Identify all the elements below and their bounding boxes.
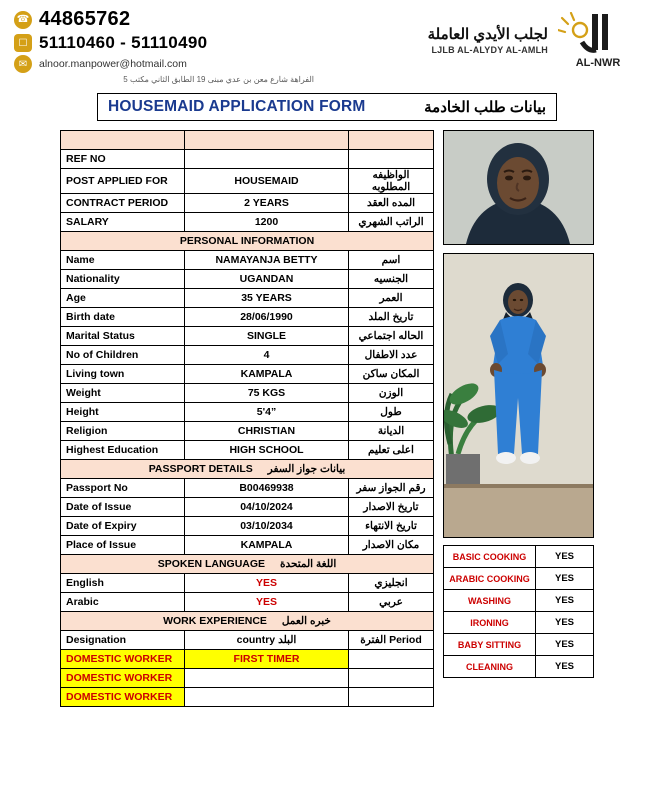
form-table (60, 130, 434, 707)
post-applied-value: HOUSEMAID (185, 169, 349, 194)
name-label: Name (61, 251, 185, 270)
height-arabic: طول (349, 403, 434, 422)
skill-name-ironing: IRONING (444, 612, 536, 634)
issue-date-value: 04/10/2024 (185, 498, 349, 517)
skill-row (444, 634, 594, 656)
ref-no-value (185, 150, 349, 169)
religion-value: CHRISTIAN (185, 422, 349, 441)
language-section-title-en: SPOKEN LANGUAGE (157, 558, 266, 570)
contract-period-value: 2 YEARS (185, 194, 349, 213)
page-header (0, 0, 650, 86)
table-row (61, 536, 434, 555)
nationality-label: Nationality (61, 270, 185, 289)
contract-period-arabic: المده العقد (349, 194, 434, 213)
experience-designation-3: DOMESTIC WORKER (61, 688, 185, 707)
passport-no-label: Passport No (61, 479, 185, 498)
expiry-date-label: Date of Expiry (61, 517, 185, 536)
place-issue-value: KAMPALA (185, 536, 349, 555)
table-row (61, 669, 434, 688)
contact-email-row (14, 55, 314, 73)
form-title-arabic: بيانات طلب الخادمة (424, 99, 546, 116)
weight-value: 75 KGS (185, 384, 349, 403)
children-label: No of Children (61, 346, 185, 365)
experience-country-3 (185, 688, 349, 707)
skill-row (444, 568, 594, 590)
contact-mobile-row (14, 33, 314, 53)
arabic-arabic: عربي (349, 593, 434, 612)
issue-date-label: Date of Issue (61, 498, 185, 517)
weight-label: Weight (61, 384, 185, 403)
post-applied-label: POST APPLIED FOR (61, 169, 185, 194)
contact-phone-row (14, 8, 314, 31)
place-issue-arabic: مكان الاصدار (349, 536, 434, 555)
table-row (61, 308, 434, 327)
table-row (61, 346, 434, 365)
skill-value-ironing: YES (536, 612, 594, 634)
children-arabic: عدد الاطفال (349, 346, 434, 365)
table-row (61, 650, 434, 669)
table-row (61, 479, 434, 498)
table-row (61, 289, 434, 308)
nationality-arabic: الجنسيه (349, 270, 434, 289)
birth-date-value: 28/06/1990 (185, 308, 349, 327)
country-header: country البلد (185, 631, 349, 650)
table-row (61, 251, 434, 270)
table-spacer-row (61, 131, 434, 150)
arabic-value: YES (185, 593, 349, 612)
logo-mark-icon (558, 12, 636, 70)
place-issue-label: Place of Issue (61, 536, 185, 555)
passport-section-title-ar: بيانات جواز السفر (267, 463, 346, 475)
table-row (61, 441, 434, 460)
table-row (61, 422, 434, 441)
mobile-icon: ☐ (14, 34, 32, 52)
skill-name-washing: WASHING (444, 590, 536, 612)
living-town-label: Living town (61, 365, 185, 384)
religion-label: Religion (61, 422, 185, 441)
experience-section-title-en: WORK EXPERIENCE (163, 615, 267, 627)
experience-designation-1: DOMESTIC WORKER (61, 650, 185, 669)
expiry-date-arabic: تاريخ الانتهاء (349, 517, 434, 536)
expiry-date-value: 03/10/2034 (185, 517, 349, 536)
skills-table (443, 545, 594, 678)
birth-date-arabic: تاريخ الملد (349, 308, 434, 327)
experience-section-title-ar: خبره العمل (281, 615, 331, 627)
salary-arabic: الراتب الشهري (349, 213, 434, 232)
section-header-experience (61, 612, 434, 631)
passport-section-title-en: PASSPORT DETAILS (148, 463, 253, 475)
skill-name-baby-sitting: BABY SITTING (444, 634, 536, 656)
height-value: 5'4” (185, 403, 349, 422)
name-value: NAMAYANJA BETTY (185, 251, 349, 270)
birth-date-label: Birth date (61, 308, 185, 327)
age-arabic: العمر (349, 289, 434, 308)
skill-row (444, 546, 594, 568)
applicant-full-body-photo (443, 253, 594, 538)
salary-value: 1200 (185, 213, 349, 232)
section-header-passport (61, 460, 434, 479)
personal-section-title: PERSONAL INFORMATION (61, 232, 434, 251)
experience-period-2 (349, 669, 434, 688)
full-body-illustration-icon (444, 254, 593, 537)
skill-value-washing: YES (536, 590, 594, 612)
living-town-arabic: المكان ساكن (349, 365, 434, 384)
applicant-portrait-photo (443, 130, 594, 245)
english-arabic: انجليزي (349, 574, 434, 593)
nationality-value: UGANDAN (185, 270, 349, 289)
children-value: 4 (185, 346, 349, 365)
passport-no-value: B00469938 (185, 479, 349, 498)
age-label: Age (61, 289, 185, 308)
ref-no-label: REF NO (61, 150, 185, 169)
svg-text:AL-NWR: AL-NWR (575, 57, 621, 69)
marital-status-arabic: الحاله اجتماعي (349, 327, 434, 346)
skill-value-arabic-cooking: YES (536, 568, 594, 590)
marital-status-label: Marital Status (61, 327, 185, 346)
skill-name-arabic-cooking: ARABIC COOKING (444, 568, 536, 590)
contract-period-label: CONTRACT PERIOD (61, 194, 185, 213)
experience-country-2 (185, 669, 349, 688)
table-row (61, 574, 434, 593)
education-value: HIGH SCHOOL (185, 441, 349, 460)
skill-name-basic-cooking: BASIC COOKING (444, 546, 536, 568)
arabic-label: Arabic (61, 593, 185, 612)
table-row (61, 365, 434, 384)
phone-number-2: 51110460 - 51110490 (39, 33, 208, 52)
experience-period-1 (349, 650, 434, 669)
age-value: 35 YEARS (185, 289, 349, 308)
brand-block (428, 12, 636, 70)
experience-header-row (61, 631, 434, 650)
period-header: Period الفترة (349, 631, 434, 650)
english-label: English (61, 574, 185, 593)
language-section-title-ar: اللغة المتحدة (279, 558, 337, 570)
section-header-language (61, 555, 434, 574)
table-row (61, 213, 434, 232)
name-arabic: اسم (349, 251, 434, 270)
table-row (61, 593, 434, 612)
experience-country-1: FIRST TIMER (185, 650, 349, 669)
company-logo (558, 12, 636, 70)
phone-icon: ☎ (14, 11, 32, 29)
photos-and-skills-column (443, 130, 594, 678)
skill-value-cleaning: YES (536, 656, 594, 678)
phone-number-1: 44865762 (39, 8, 131, 30)
skill-row (444, 590, 594, 612)
table-row (61, 150, 434, 169)
designation-header: Designation (61, 631, 185, 650)
salary-label: SALARY (61, 213, 185, 232)
email-address: alnoor.manpower@hotmail.com (39, 58, 187, 70)
skill-name-cleaning: CLEANING (444, 656, 536, 678)
post-applied-arabic: الواظيفه المطلوبه (349, 169, 434, 194)
form-title-bar (97, 93, 557, 121)
skill-row (444, 612, 594, 634)
form-title-english: HOUSEMAID APPLICATION FORM (108, 98, 366, 115)
table-row (61, 688, 434, 707)
table-row (61, 194, 434, 213)
issue-date-arabic: تاريخ الاصدار (349, 498, 434, 517)
table-row (61, 327, 434, 346)
contact-block (14, 8, 314, 84)
table-row (61, 517, 434, 536)
table-row (61, 498, 434, 517)
experience-period-3 (349, 688, 434, 707)
table-row (61, 270, 434, 289)
skill-value-baby-sitting: YES (536, 634, 594, 656)
skill-row (444, 656, 594, 678)
living-town-value: KAMPALA (185, 365, 349, 384)
brand-name-english: LJLB AL-ALYDY AL-AMLH (431, 44, 548, 55)
section-header-personal (61, 232, 434, 251)
table-row (61, 403, 434, 422)
marital-status-value: SINGLE (185, 327, 349, 346)
height-label: Height (61, 403, 185, 422)
religion-arabic: الديانة (349, 422, 434, 441)
form-tables-column (60, 130, 434, 707)
skill-value-basic-cooking: YES (536, 546, 594, 568)
table-row (61, 384, 434, 403)
english-value: YES (185, 574, 349, 593)
education-arabic: اعلى تعليم (349, 441, 434, 460)
weight-arabic: الوزن (349, 384, 434, 403)
application-form-sheet (60, 130, 594, 707)
portrait-illustration-icon (444, 131, 593, 244)
office-address: الفراهة شارع معن بن عدي مبنى 19 الطابق الثاني مكتب 5 (123, 75, 314, 84)
experience-designation-2: DOMESTIC WORKER (61, 669, 185, 688)
passport-no-arabic: رقم الجواز سفر (349, 479, 434, 498)
envelope-icon: ✉ (14, 55, 32, 73)
brand-name-arabic: لجلب الأيدي العاملة (427, 26, 548, 43)
table-row (61, 169, 434, 194)
education-label: Highest Education (61, 441, 185, 460)
ref-no-arabic (349, 150, 434, 169)
